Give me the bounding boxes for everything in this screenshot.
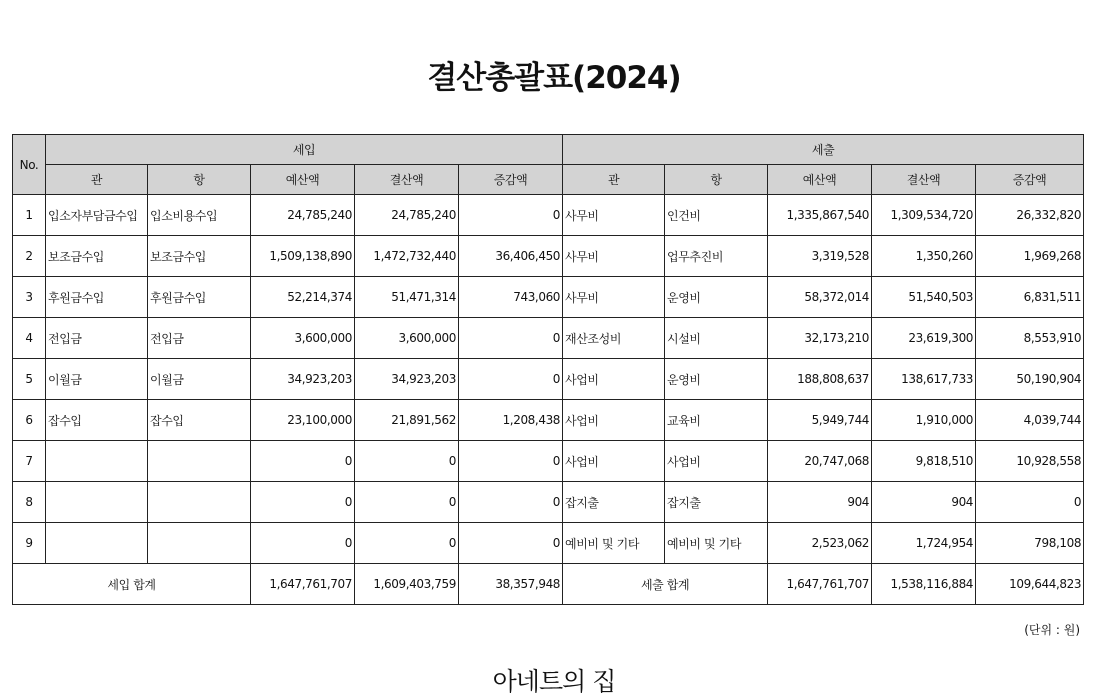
cell-in-diff: 1,208,438 bbox=[459, 400, 563, 441]
cell-ex-settle: 1,309,534,720 bbox=[872, 195, 976, 236]
cell-ex-gwan: 사업비 bbox=[563, 441, 665, 482]
total-row bbox=[13, 564, 1084, 605]
cell-in-settle: 51,471,314 bbox=[355, 277, 459, 318]
cell-ex-hang: 시설비 bbox=[665, 318, 768, 359]
cell-in-diff: 0 bbox=[459, 318, 563, 359]
cell-ex-diff: 50,190,904 bbox=[976, 359, 1084, 400]
cell-ex-budget: 1,335,867,540 bbox=[768, 195, 872, 236]
cell-no: 7 bbox=[13, 441, 46, 482]
cell-in-gwan bbox=[46, 523, 148, 564]
cell-ex-gwan: 예비비 및 기타 bbox=[563, 523, 665, 564]
cell-ex-diff: 1,969,268 bbox=[976, 236, 1084, 277]
cell-in-gwan: 입소자부담금수입 bbox=[46, 195, 148, 236]
cell-in-settle: 0 bbox=[355, 441, 459, 482]
column-header: 증감액 bbox=[459, 165, 563, 195]
page-title: 결산총괄표(2024) bbox=[427, 60, 681, 96]
cell-ex-budget: 3,319,528 bbox=[768, 236, 872, 277]
cell-in-budget: 0 bbox=[251, 523, 355, 564]
cell-ex-budget: 2,523,062 bbox=[768, 523, 872, 564]
cell-ex-settle: 23,619,300 bbox=[872, 318, 976, 359]
column-header: 관 bbox=[46, 165, 148, 195]
total-in-diff: 38,357,948 bbox=[459, 564, 563, 605]
column-header: 항 bbox=[148, 165, 251, 195]
cell-ex-hang: 잡지출 bbox=[665, 482, 768, 523]
cell-ex-budget: 20,747,068 bbox=[768, 441, 872, 482]
total-in-settle: 1,609,403,759 bbox=[355, 564, 459, 605]
cell-in-settle: 34,923,203 bbox=[355, 359, 459, 400]
total-ex-diff: 109,644,823 bbox=[976, 564, 1084, 605]
unit-note: (단위 : 원) bbox=[1024, 623, 1080, 637]
cell-ex-hang: 사업비 bbox=[665, 441, 768, 482]
total-ex-budget: 1,647,761,707 bbox=[768, 564, 872, 605]
cell-ex-diff: 8,553,910 bbox=[976, 318, 1084, 359]
cell-ex-budget: 32,173,210 bbox=[768, 318, 872, 359]
cell-no: 1 bbox=[13, 195, 46, 236]
cell-ex-settle: 904 bbox=[872, 482, 976, 523]
cell-in-budget: 3,600,000 bbox=[251, 318, 355, 359]
cell-ex-budget: 904 bbox=[768, 482, 872, 523]
cell-ex-hang: 운영비 bbox=[665, 359, 768, 400]
table-row bbox=[13, 523, 1084, 564]
cell-in-diff: 0 bbox=[459, 523, 563, 564]
table-row bbox=[13, 277, 1084, 318]
cell-ex-gwan: 사무비 bbox=[563, 195, 665, 236]
cell-in-hang bbox=[148, 441, 251, 482]
cell-ex-hang: 인건비 bbox=[665, 195, 768, 236]
column-header: 관 bbox=[563, 165, 665, 195]
cell-in-settle: 24,785,240 bbox=[355, 195, 459, 236]
cell-in-budget: 52,214,374 bbox=[251, 277, 355, 318]
cell-ex-budget: 188,808,637 bbox=[768, 359, 872, 400]
cell-in-diff: 36,406,450 bbox=[459, 236, 563, 277]
cell-ex-gwan: 사무비 bbox=[563, 236, 665, 277]
cell-ex-diff: 4,039,744 bbox=[976, 400, 1084, 441]
cell-ex-budget: 5,949,744 bbox=[768, 400, 872, 441]
table-row bbox=[13, 318, 1084, 359]
cell-in-gwan bbox=[46, 441, 148, 482]
cell-ex-diff: 10,928,558 bbox=[976, 441, 1084, 482]
column-header: 항 bbox=[665, 165, 768, 195]
column-header: 예산액 bbox=[251, 165, 355, 195]
total-ex-settle: 1,538,116,884 bbox=[872, 564, 976, 605]
cell-in-hang: 후원금수입 bbox=[148, 277, 251, 318]
cell-in-gwan: 잡수입 bbox=[46, 400, 148, 441]
cell-ex-settle: 9,818,510 bbox=[872, 441, 976, 482]
cell-ex-diff: 26,332,820 bbox=[976, 195, 1084, 236]
no-header: No. bbox=[13, 135, 46, 195]
table-row bbox=[13, 441, 1084, 482]
column-header: 결산액 bbox=[355, 165, 459, 195]
cell-in-budget: 0 bbox=[251, 482, 355, 523]
column-header: 예산액 bbox=[768, 165, 872, 195]
cell-in-budget: 34,923,203 bbox=[251, 359, 355, 400]
cell-in-diff: 0 bbox=[459, 359, 563, 400]
cell-ex-settle: 1,910,000 bbox=[872, 400, 976, 441]
column-header: 결산액 bbox=[872, 165, 976, 195]
table-row bbox=[13, 195, 1084, 236]
total-in-budget: 1,647,761,707 bbox=[251, 564, 355, 605]
cell-ex-hang: 교육비 bbox=[665, 400, 768, 441]
cell-ex-gwan: 재산조성비 bbox=[563, 318, 665, 359]
cell-in-gwan bbox=[46, 482, 148, 523]
cell-no: 2 bbox=[13, 236, 46, 277]
total-ex-label: 세출 합계 bbox=[563, 564, 768, 605]
cell-ex-diff: 798,108 bbox=[976, 523, 1084, 564]
income-header: 세입 bbox=[46, 135, 563, 165]
cell-in-settle: 0 bbox=[355, 482, 459, 523]
cell-ex-gwan: 잡지출 bbox=[563, 482, 665, 523]
cell-ex-settle: 1,350,260 bbox=[872, 236, 976, 277]
cell-no: 8 bbox=[13, 482, 46, 523]
cell-ex-gwan: 사업비 bbox=[563, 400, 665, 441]
cell-no: 5 bbox=[13, 359, 46, 400]
cell-ex-hang: 업무추진비 bbox=[665, 236, 768, 277]
cell-in-hang bbox=[148, 482, 251, 523]
cell-no: 6 bbox=[13, 400, 46, 441]
column-header: 증감액 bbox=[976, 165, 1084, 195]
expense-header: 세출 bbox=[563, 135, 1084, 165]
cell-in-gwan: 후원금수입 bbox=[46, 277, 148, 318]
cell-no: 3 bbox=[13, 277, 46, 318]
cell-no: 4 bbox=[13, 318, 46, 359]
cell-in-diff: 0 bbox=[459, 441, 563, 482]
cell-ex-diff: 6,831,511 bbox=[976, 277, 1084, 318]
cell-ex-diff: 0 bbox=[976, 482, 1084, 523]
cell-ex-settle: 51,540,503 bbox=[872, 277, 976, 318]
cell-in-gwan: 전입금 bbox=[46, 318, 148, 359]
settlement-summary-table bbox=[12, 134, 1084, 605]
organization-name: 아네트의 집 bbox=[492, 667, 616, 696]
cell-ex-settle: 1,724,954 bbox=[872, 523, 976, 564]
cell-in-diff: 0 bbox=[459, 482, 563, 523]
cell-in-diff: 0 bbox=[459, 195, 563, 236]
cell-in-gwan: 이월금 bbox=[46, 359, 148, 400]
cell-in-diff: 743,060 bbox=[459, 277, 563, 318]
table-row bbox=[13, 482, 1084, 523]
cell-in-settle: 1,472,732,440 bbox=[355, 236, 459, 277]
cell-in-budget: 23,100,000 bbox=[251, 400, 355, 441]
cell-ex-hang: 운영비 bbox=[665, 277, 768, 318]
cell-ex-gwan: 사업비 bbox=[563, 359, 665, 400]
table-row bbox=[13, 236, 1084, 277]
cell-in-hang: 전입금 bbox=[148, 318, 251, 359]
cell-in-budget: 0 bbox=[251, 441, 355, 482]
cell-in-gwan: 보조금수입 bbox=[46, 236, 148, 277]
cell-in-hang: 입소비용수입 bbox=[148, 195, 251, 236]
cell-in-hang: 보조금수입 bbox=[148, 236, 251, 277]
cell-in-hang: 잡수입 bbox=[148, 400, 251, 441]
table-row bbox=[13, 400, 1084, 441]
cell-ex-settle: 138,617,733 bbox=[872, 359, 976, 400]
table-row bbox=[13, 359, 1084, 400]
cell-ex-hang: 예비비 및 기타 bbox=[665, 523, 768, 564]
cell-ex-budget: 58,372,014 bbox=[768, 277, 872, 318]
cell-in-budget: 24,785,240 bbox=[251, 195, 355, 236]
cell-in-settle: 21,891,562 bbox=[355, 400, 459, 441]
cell-ex-gwan: 사무비 bbox=[563, 277, 665, 318]
cell-in-settle: 3,600,000 bbox=[355, 318, 459, 359]
cell-in-budget: 1,509,138,890 bbox=[251, 236, 355, 277]
cell-in-hang: 이월금 bbox=[148, 359, 251, 400]
cell-no: 9 bbox=[13, 523, 46, 564]
cell-in-hang bbox=[148, 523, 251, 564]
cell-in-settle: 0 bbox=[355, 523, 459, 564]
total-in-label: 세입 합계 bbox=[13, 564, 251, 605]
